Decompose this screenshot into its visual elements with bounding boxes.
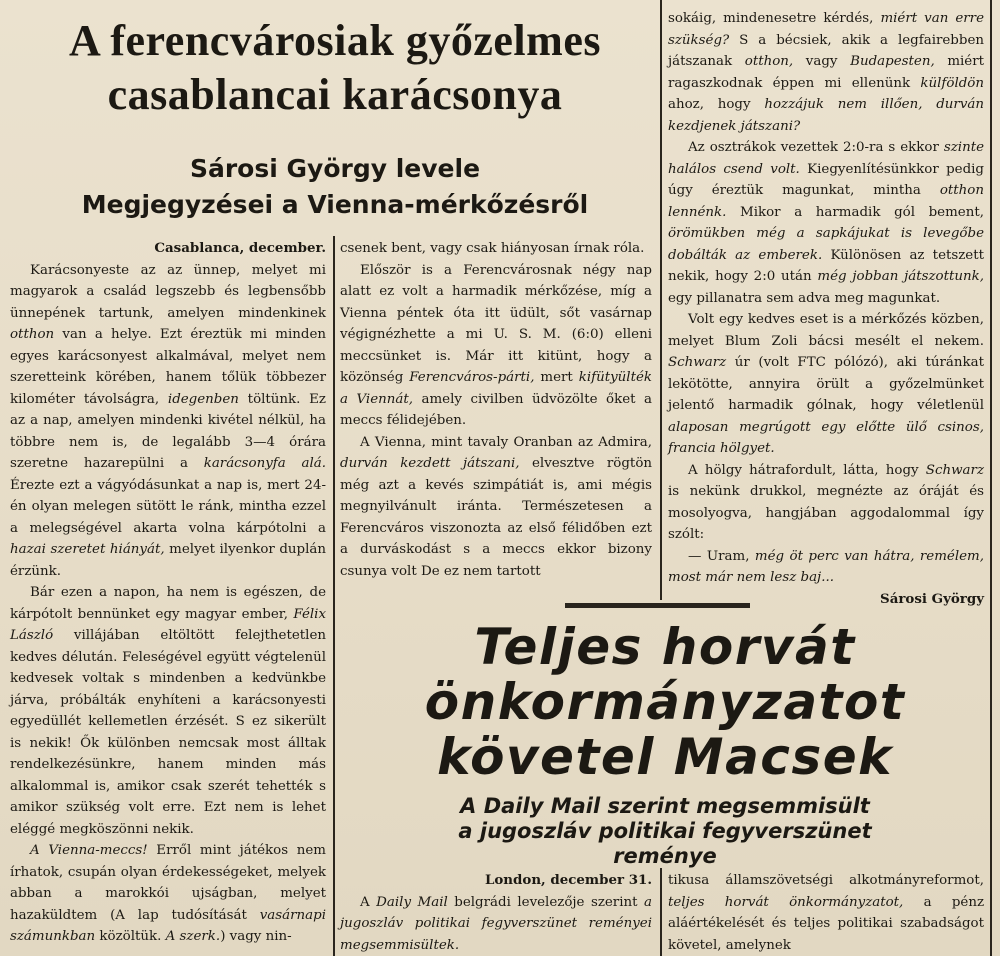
article-column-3: sokáig, mindenesetre kérdés, miért van erre szükség? S a bécsiek, akik a legfairebben játszanak otthon, vagy Budapesten, miért ragaszkodnak éppen mi ellenünk külföldön ahoz, hogy hozzájuk nem illően, durván kezdjenek játszani? Az osztrákok vezettek 2:0-ra s ekkor szinte halálos csend volt. Kiegyenlítésünkkor pedig úgy éreztük magunkat, mintha otthon lennénk. Mikor a harmadik gól bement, örömükben még a sapkájukat is levegőbe dobálták az emberek. Különösen az tetszett nekik, hogy 2:0 után még jobban játszottunk, egy pillanatra sem adva meg magunkat. Volt egy kedves eset is a mérkőzés közben, melyet Blum Zoli bácsi mesélt el nekem. Schwarz úr (volt FTC pólózó), aki túránkat lekötötte, annyira örült a győzelmünket jelentő harmadik gólnak, hogy véletlenül alaposan megrúgott egy előtte ülő csinos, francia hölgyet. A hölgy hátrafordult, látta, hogy Schwarz is nekünk drukkol, megnézte az óráját és mosolyogva, hangjában aggodalommal így szólt: — Uram, még öt perc van hátra, remélem, most már nem lesz baj... Sárosi György	[668, 8, 984, 610]
second-article-title	[340, 620, 990, 785]
subtitle-line-1: A Daily Mail szerint megsemmisült	[460, 794, 870, 818]
subtitle-line-2: a jugoszláv politikai fegyverszünet	[458, 819, 872, 843]
column-rule	[660, 0, 662, 600]
column-rule	[333, 236, 335, 956]
article-dateline: Casablanca, december.	[154, 240, 326, 256]
article-headline	[10, 14, 660, 122]
second-article-column-1: London, december 31. A Daily Mail belgrádi levelezője szerint a jugoszláv politikai fegyverszünet reményei megsemmisültek.	[340, 872, 652, 953]
title-line-3: követel Macsek	[437, 728, 893, 786]
article-subhead-author: Sárosi György levele	[189, 154, 481, 183]
second-article-column-2: tikusa államszövetségi alkotmányreformot, teljes horvát önkormányzatot, a pénz aláértékelését és teljes politikai szabadságot követel, amelynek	[668, 873, 984, 953]
second-article-dateline: London, december 31.	[484, 872, 652, 888]
article-column-1: Casablanca, december. Karácsonyeste az az ünnep, melyet mi magyarok a család legszebb és legbensőbb ünnepének tartunk, amelyen mindenkinek otthon van a helye. Ezt éreztük mi minden egyes karácsonyest alkalmával, melyet nem szeretteink körében, hanem tőlük többezer kilométer távolságra, idegenben töltünk. Ez az a nap, amelyen mindenki kivétel nélkül, ha többre nem is, de legalább 3—4 órára szeretne hazarepülni a karácsonyfa alá. Érezte ezt a vágyódásunkat a nap is, mert 24-én olyan melegen sütött le ránk, mintha ezzel a melegségével akarta volna kárpótolni a hazai szeretet hiányát, melyet ilyenkor duplán érzünk. Bár ezen a napon, ha nem is egészen, de kárpótolt bennünket egy magyar ember, Félix László villájában eltöltött felejthetetlen kedves délután. Feleségével együtt végtelenül kedvesek voltak s mindenben a kedvünkbe járva, próbálták enyhíteni a karácsonyesti egyedüllét kellemetlen érzését. S ez sikerült is nekik! Ők különben nemcsak most álltak rendelkezésünkre, hanem minden más alkalommal is, amikor csak szerét tehették s amikor szükség volt erre. Ezt nem is lehet eléggé megköszönni nekik. A Vienna-meccs! Erről mint játékos nem írhatok, csupán olyan érdekességeket, melyek abban a marokkói ujságban, melyet hazaküldtem (A lap tudósítását vasárnapi számunkban közöltük. A szerk.) vagy nin-	[10, 240, 327, 944]
headline-line-1: A ferencvárosiak győzelmes	[69, 16, 601, 65]
article-column-2: csenek bent, vagy csak hiányosan írnak róla. Először is a Ferencvárosnak négy nap alatt ez volt a harmadik mérkőzése, míg a Vienna péntek óta itt üdült, sőt vasárnap végignézhette a mi U. S. M. (6:0) elleni meccsünket is. Már itt kitünt, hogy a közönség Ferencváros-párti, mert kifütyülték a Viennát, amely civilben üdvözölte őket a meccs félidejében. A Vienna, mint tavaly Oranban az Admira, durván kezdett játszani, elvesztve rögtön még azt a kevés szimpátiát is, ami mégis megnyilvánult iránta. Természetesen a Ferencváros viszonozta az első félidőben ezt a durváskodást s a meccs ekkor bizony csunya volt De ez nem tartott	[340, 241, 652, 579]
article-signature: Sárosi György	[880, 590, 984, 607]
title-line-1: Teljes horvát	[474, 618, 856, 676]
second-article-subtitle	[340, 794, 990, 869]
column-rule	[660, 868, 662, 956]
page-edge-rule	[990, 0, 992, 956]
article-subhead-topic: Megjegyzései a Vienna-mérkőzésről	[81, 190, 589, 219]
title-line-2: önkormányzatot	[424, 673, 906, 731]
headline-line-2: casablancai karácsonya	[107, 70, 563, 119]
subtitle-line-3: reménye	[613, 844, 717, 868]
